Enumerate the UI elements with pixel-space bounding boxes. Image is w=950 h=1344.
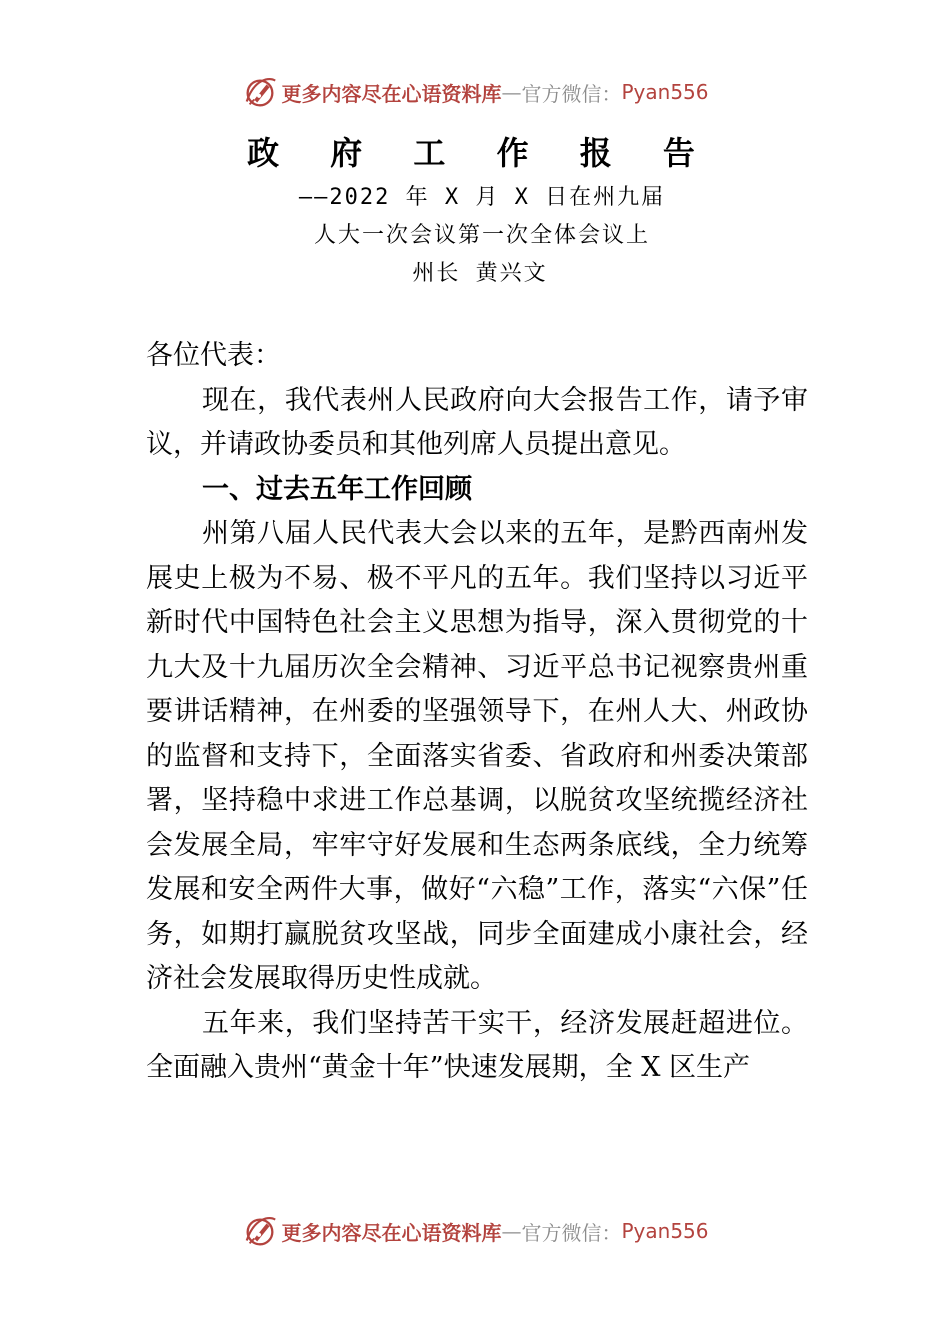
watermark-dash: — <box>501 1219 522 1243</box>
pen-nib-logo-icon <box>241 1212 279 1250</box>
watermark-dash: — <box>501 80 522 104</box>
subtitle-meeting: 人大一次会议第一次全体会议上 <box>313 223 650 248</box>
section-heading: 一、过去五年工作回顾 <box>202 473 472 505</box>
watermark-account: Pyan556 <box>621 80 709 104</box>
watermark-prefix: 更多内容尽在心语资料库 <box>281 81 502 106</box>
pen-nib-logo-icon <box>241 73 279 111</box>
watermark-prefix: 更多内容尽在心语资料库 <box>281 1220 502 1245</box>
salutation: 各位代表： <box>146 340 281 371</box>
subtitle-date: ——2022 年 X 月 X 日在州九届 <box>298 185 666 210</box>
watermark-banner-top <box>0 72 950 112</box>
body-paragraph: 州第八届人民代表大会以来的五年，是黔西南州发展史上极为不易、极不平凡的五年。我们坚持以习近平新时代中国特色社会主义思想为指导，深入贯彻党的十九大及十九届历次全会精神、习近平总书记视察贵州重要讲话精神，在州委的坚强领导下，在州人大、州政协的监督和支持下，全面落实省委、省政府和州委决策部署，坚持稳中求进工作总基调，以脱贫攻坚统揽经济社会发展全局，牢牢守好发展和生态两条底线，全力统筹发展和安全两件大事，做好“六稳”工作，落实“六保”任务，如期打赢脱贫攻坚战，同步全面建成小康社会，经济社会发展取得历史性成就。 <box>146 518 808 994</box>
watermark-banner-bottom <box>0 1211 950 1251</box>
body-paragraph: 五年来，我们坚持苦干实干，经济发展赶超进位。全面融入贵州“黄金十年”快速发展期，全 X 区生产 <box>146 1007 808 1083</box>
watermark-middle: 官方微信： <box>521 1220 622 1245</box>
subtitle-speaker: 州长 黄兴文 <box>412 261 548 286</box>
document-title: 政 府 工 作 报 告 <box>247 134 715 172</box>
document-body <box>146 334 808 1091</box>
watermark-middle: 官方微信： <box>521 81 622 106</box>
intro-paragraph: 现在，我代表州人民政府向大会报告工作，请予审议，并请政协委员和其他列席人员提出意见。 <box>146 384 808 460</box>
watermark-account: Pyan556 <box>621 1219 709 1243</box>
